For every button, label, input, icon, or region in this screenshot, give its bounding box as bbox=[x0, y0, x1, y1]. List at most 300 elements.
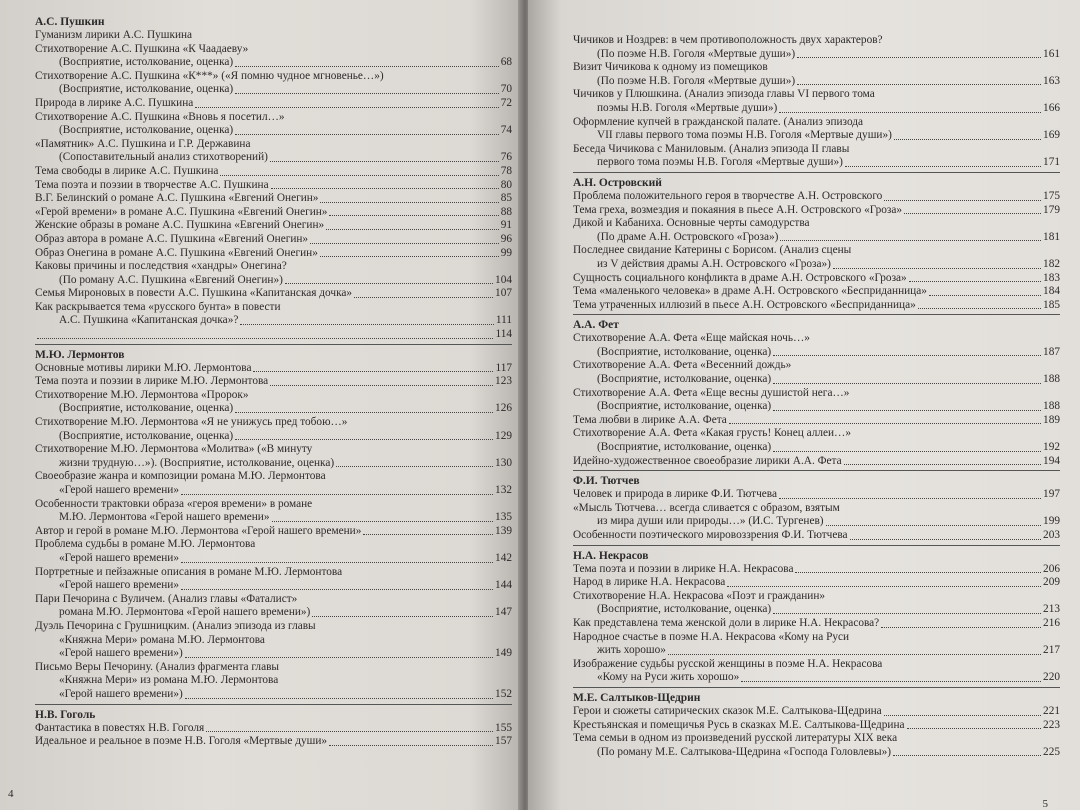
toc-entry bbox=[35, 328, 512, 342]
toc-entry bbox=[35, 179, 512, 193]
toc-entry-line bbox=[573, 617, 1060, 631]
section-divider bbox=[573, 470, 1060, 471]
leader-dots bbox=[235, 439, 493, 440]
page-ref: 220 bbox=[1043, 671, 1060, 684]
toc-entry-line bbox=[35, 389, 512, 403]
page-ref: 169 bbox=[1043, 129, 1060, 142]
toc-entry-text: Идеальное и реальное в поэме Н.В. Гоголя «Мертвые души» bbox=[35, 735, 328, 748]
leader-dots bbox=[773, 613, 1041, 614]
toc-entry bbox=[35, 735, 512, 749]
section-divider bbox=[573, 687, 1060, 688]
toc-entry bbox=[573, 529, 1060, 543]
toc-entry-line bbox=[35, 647, 512, 661]
page-ref: 203 bbox=[1043, 529, 1060, 541]
section-heading: А.А. Фет bbox=[573, 319, 619, 332]
page-ref: 223 bbox=[1043, 718, 1060, 731]
toc-entry-line bbox=[35, 151, 512, 165]
leader-dots bbox=[320, 202, 498, 203]
toc-entry bbox=[35, 192, 512, 206]
toc-entry-text: (По драме А.Н. Островского «Гроза») bbox=[597, 230, 779, 243]
toc-entry-line bbox=[35, 328, 512, 342]
toc-entry-text: Особенности поэтического мировоззрения Ф.И. Тютчева bbox=[573, 529, 848, 541]
leader-dots bbox=[904, 213, 1041, 214]
toc-entry bbox=[573, 455, 1060, 469]
toc-entry bbox=[35, 525, 512, 539]
toc-entry-text: Чичиков у Плюшкина. (Анализ эпизода главы VI первого тома bbox=[573, 88, 875, 101]
toc-entry-text: Каковы причины и последствия «хандры» Онегина? bbox=[35, 260, 287, 273]
leader-dots bbox=[668, 654, 1041, 655]
leader-dots bbox=[844, 464, 1041, 465]
page-ref: 206 bbox=[1043, 562, 1060, 575]
toc-entry-text: «Мысль Тютчева… всегда сливается с образом, взятым bbox=[573, 501, 840, 514]
page-ref: 78 bbox=[500, 164, 512, 177]
toc-entry-text: (Восприятие, истолкование, оценка) bbox=[597, 400, 772, 413]
toc-entry-text: Особенности трактовки образа «героя времени» в романе bbox=[35, 497, 313, 510]
page-ref: 76 bbox=[500, 151, 512, 164]
page-number-right: 5 bbox=[1042, 798, 1048, 810]
toc-entry-text: Стихотворение А.С. Пушкина «Вновь я посетил…» bbox=[35, 110, 285, 123]
toc-entry-line bbox=[35, 552, 512, 566]
section-heading: А.Н. Островский bbox=[573, 176, 662, 189]
toc-entry-text: (Восприятие, истолкование, оценка) bbox=[597, 373, 772, 386]
toc-entry-line bbox=[573, 129, 1060, 143]
page-ref: 161 bbox=[1043, 47, 1060, 60]
toc-entry-line bbox=[573, 427, 1060, 441]
toc-entry-text: Стихотворение А.А. Фета «Весенний дождь» bbox=[573, 359, 792, 372]
toc-entry-line bbox=[573, 590, 1060, 604]
page-ref: 96 bbox=[500, 232, 512, 245]
toc-entry bbox=[35, 593, 512, 620]
page-ref: 149 bbox=[495, 647, 512, 660]
leader-dots bbox=[220, 175, 498, 176]
toc-entry bbox=[35, 301, 512, 328]
leader-dots bbox=[881, 627, 1041, 628]
toc-entry-text: Семья Мироновых в повести А.С. Пушкина «Капитанская дочка» bbox=[35, 287, 353, 300]
toc-entry bbox=[573, 332, 1060, 359]
toc-entry-text: М.Ю. Лермонтова «Герой нашего времени» bbox=[59, 511, 270, 524]
section-heading: А.С. Пушкин bbox=[35, 16, 105, 28]
toc-entry bbox=[573, 617, 1060, 631]
leader-dots bbox=[185, 657, 493, 658]
toc-entry-line bbox=[573, 455, 1060, 469]
leader-dots bbox=[795, 572, 1041, 573]
toc-entry-line bbox=[573, 116, 1060, 130]
toc-entry-line bbox=[35, 375, 512, 389]
toc-entry-text: из V действия драмы А.Н. Островского «Гроза») bbox=[597, 257, 831, 270]
toc-entry-text: (По поэме Н.В. Гоголя «Мертвые души») bbox=[597, 47, 796, 60]
toc-entry-text: Стихотворение А.А. Фета «Какая грусть! Конец аллеи…» bbox=[573, 427, 851, 440]
toc-entry bbox=[35, 219, 512, 233]
toc-entry-line bbox=[35, 219, 512, 233]
page-ref: 199 bbox=[1043, 515, 1060, 528]
toc-entry-text: Своеобразие жанра и композиции романа М.Ю. Лермонтова bbox=[35, 470, 326, 483]
toc-entry bbox=[35, 470, 512, 497]
right-page bbox=[528, 0, 1080, 810]
page-ref: 171 bbox=[1043, 156, 1060, 169]
section-heading: М.Ю. Лермонтов bbox=[35, 348, 125, 361]
toc-entry-line bbox=[573, 34, 1060, 48]
page-ref: 85 bbox=[500, 192, 512, 205]
toc-entry bbox=[573, 299, 1060, 313]
toc-entry-line bbox=[35, 430, 512, 444]
toc-entry bbox=[573, 61, 1060, 88]
toc-entry-text: Как представлена тема женской доли в лирике Н.А. Некрасова? bbox=[573, 616, 880, 629]
section-heading: Н.А. Некрасов bbox=[573, 549, 649, 562]
toc-entry-text: Стихотворение М.Ю. Лермонтова «Молитва» («В минуту bbox=[35, 443, 313, 456]
toc-entry-line bbox=[35, 498, 512, 512]
page-ref: 80 bbox=[500, 178, 512, 191]
leader-dots bbox=[850, 539, 1041, 540]
page-ref: 217 bbox=[1043, 644, 1060, 657]
leader-dots bbox=[320, 256, 499, 257]
toc-entry bbox=[573, 88, 1060, 115]
toc-entry-text: Стихотворение М.Ю. Лермонтова «Я не унижусь пред тобою…» bbox=[35, 416, 348, 429]
toc-entry-text: (Восприятие, истолкование, оценка) bbox=[597, 345, 772, 358]
toc-entry-line bbox=[573, 190, 1060, 204]
toc-entry-text: А.С. Пушкина «Капитанская дочка»? bbox=[59, 314, 239, 327]
toc-entry-text: «Княжна Мери» романа М.Ю. Лермонтова bbox=[59, 633, 265, 646]
page-ref: 139 bbox=[495, 524, 512, 537]
toc-entry-line bbox=[573, 441, 1060, 455]
toc-entry-line bbox=[35, 97, 512, 111]
toc-entry-text: «Герой нашего времени» bbox=[59, 484, 179, 496]
toc-entry-line bbox=[35, 247, 512, 261]
toc-entry-text: Изображение судьбы русской женщины в поэме Н.А. Некрасова bbox=[573, 657, 883, 670]
toc-entry-text: (Восприятие, истолкование, оценка) bbox=[59, 83, 234, 96]
toc-entry-text: Стихотворение Н.А. Некрасова «Поэт и гражданин» bbox=[573, 589, 826, 602]
toc-entry-line bbox=[35, 111, 512, 125]
toc-entry-text: Крестьянская и помещичья Русь в сказках М.Е. Салтыкова-Щедрина bbox=[573, 718, 905, 731]
toc-entry-text: Образ Онегина в романе А.С. Пушкина «Евгений Онегин» bbox=[35, 246, 318, 259]
toc-entry bbox=[35, 661, 512, 702]
page-ref: 175 bbox=[1043, 189, 1060, 202]
leader-dots bbox=[779, 112, 1041, 113]
toc-entry-line bbox=[35, 674, 512, 688]
leader-dots bbox=[253, 371, 493, 372]
toc-entry bbox=[573, 414, 1060, 428]
page-ref: 147 bbox=[495, 606, 512, 619]
toc-entry-line bbox=[573, 603, 1060, 617]
toc-entry bbox=[35, 498, 512, 525]
leader-dots bbox=[884, 715, 1041, 716]
page-ref: 188 bbox=[1043, 400, 1060, 413]
page-ref: 107 bbox=[495, 287, 512, 300]
toc-entry bbox=[35, 389, 512, 416]
toc-entry-text: (По поэме Н.В. Гоголя «Мертвые души») bbox=[597, 74, 796, 87]
toc-entry-text: «Кому на Руси жить хорошо» bbox=[597, 671, 740, 684]
toc-entry-text: Герои и сюжеты сатирических сказок М.Е. Салтыкова-Щедрина bbox=[573, 704, 882, 717]
toc-entry-text: Проблема положительного героя в творчестве А.Н. Островского bbox=[573, 189, 883, 202]
leader-dots bbox=[773, 383, 1041, 384]
toc-entry-text: (По роману М.Е. Салтыкова-Щедрина «Господа Головлевы») bbox=[597, 745, 891, 758]
toc-entry-text: Стихотворение А.А. Фета «Еще майская ночь…» bbox=[573, 332, 810, 345]
leader-dots bbox=[845, 166, 1041, 167]
toc-entry bbox=[573, 204, 1060, 218]
toc-entry-text: Стихотворение М.Ю. Лермонтова «Пророк» bbox=[35, 388, 249, 401]
toc-entry-line bbox=[35, 260, 512, 274]
toc-entry-text: Проблема судьбы в романе М.Ю. Лермонтова bbox=[35, 538, 256, 551]
toc-entry-text: Тема свободы в лирике А.С. Пушкина bbox=[35, 164, 219, 177]
toc-entry-line bbox=[35, 165, 512, 179]
toc-entry bbox=[573, 631, 1060, 658]
toc-entry-text: Автор и герой в романе М.Ю. Лермонтова «Герой нашего времени» bbox=[35, 524, 362, 537]
leader-dots bbox=[270, 161, 499, 162]
toc-entry-text: Тема поэта и поэзии в лирике Н.А. Некрасова bbox=[573, 562, 794, 575]
toc-entry-text: Народ в лирике Н.А. Некрасова bbox=[573, 576, 726, 589]
toc-entry-text: Дикой и Кабаниха. Основные черты самодурства bbox=[573, 217, 810, 230]
toc-entry-line bbox=[35, 620, 512, 634]
toc-entry-text: (Восприятие, истолкование, оценка) bbox=[59, 124, 234, 137]
toc-entry-line bbox=[573, 502, 1060, 516]
section-divider bbox=[35, 704, 512, 705]
toc-entry-text: (Восприятие, истолкование, оценка) bbox=[597, 441, 772, 454]
toc-entry-line bbox=[35, 606, 512, 620]
toc-entry bbox=[573, 285, 1060, 299]
toc-entry bbox=[573, 705, 1060, 719]
toc-entry-line bbox=[35, 70, 512, 84]
toc-entry bbox=[35, 416, 512, 443]
toc-entry-text: Тема любви в лирике А.А. Фета bbox=[573, 413, 727, 426]
leader-dots bbox=[907, 728, 1042, 729]
toc-entry-line bbox=[573, 102, 1060, 116]
toc-entry-line bbox=[573, 719, 1060, 733]
toc-entry-text: VII главы первого тома поэмы Н.В. Гоголя «Мертвые души») bbox=[597, 129, 892, 142]
leader-dots bbox=[727, 586, 1041, 587]
leader-dots bbox=[181, 589, 493, 590]
toc-entry-text: Оформление купчей в гражданской палате. (Анализ эпизода bbox=[573, 115, 864, 128]
toc-entry-text: Идейно-художественное своеобразие лирики А.А. Фета bbox=[573, 454, 842, 467]
toc-entry-text: Стихотворение А.С. Пушкина «К Чаадаеву» bbox=[35, 42, 249, 55]
toc-entry-text: Сущность социального конфликта в драме А.Н. Островского «Гроза» bbox=[573, 271, 907, 284]
toc-entry-line bbox=[35, 735, 512, 749]
leader-dots bbox=[797, 57, 1041, 58]
toc-entry bbox=[573, 244, 1060, 271]
leader-dots bbox=[826, 525, 1041, 526]
toc-entry bbox=[35, 165, 512, 179]
toc-entry-text: Письмо Веры Печорину. (Анализ фрагмента главы bbox=[35, 660, 280, 673]
toc-entry-text: Гуманизм лирики А.С. Пушкина bbox=[35, 29, 193, 41]
toc-entry-text: Тема греха, возмездия и покаяния в пьесе А.Н. Островского «Гроза» bbox=[573, 203, 903, 216]
toc-entry-text: «Герой нашего времени» bbox=[59, 579, 179, 592]
toc-entry bbox=[35, 43, 512, 70]
section-heading: Н.В. Гоголь bbox=[35, 708, 96, 721]
toc-entry bbox=[35, 70, 512, 97]
toc-left bbox=[35, 16, 512, 749]
page-ref: 221 bbox=[1043, 704, 1060, 717]
section-divider bbox=[35, 344, 512, 345]
toc-entry-line bbox=[573, 204, 1060, 218]
leader-dots bbox=[779, 498, 1041, 499]
toc-entry-text: Народное счастье в поэме Н.А. Некрасова «Кому на Руси bbox=[573, 630, 850, 643]
toc-entry-text: поэмы Н.В. Гоголя «Мертвые души») bbox=[597, 101, 778, 114]
toc-entry-text: Тема «маленького человека» в драме А.Н. Островского «Бесприданница» bbox=[573, 285, 927, 298]
page-ref: 194 bbox=[1043, 454, 1060, 467]
toc-entry-line bbox=[35, 233, 512, 247]
toc-entry-line bbox=[35, 287, 512, 301]
toc-entry bbox=[35, 247, 512, 261]
toc-entry bbox=[573, 590, 1060, 617]
toc-entry-text: жизни трудную…»). (Восприятие, истолкование, оценка) bbox=[59, 456, 335, 469]
toc-entry-line bbox=[573, 359, 1060, 373]
toc-entry bbox=[573, 272, 1060, 286]
toc-entry-line bbox=[35, 29, 512, 43]
toc-entry bbox=[35, 443, 512, 470]
left-page bbox=[0, 0, 522, 810]
leader-dots bbox=[918, 308, 1041, 309]
toc-entry-line bbox=[573, 272, 1060, 286]
leader-dots bbox=[235, 412, 493, 413]
toc-entry bbox=[573, 502, 1060, 529]
toc-entry-line bbox=[35, 470, 512, 484]
page-ref: 104 bbox=[495, 273, 512, 286]
page-ref: 99 bbox=[500, 246, 512, 259]
toc-entry-line bbox=[573, 576, 1060, 590]
toc-entry-line bbox=[573, 231, 1060, 245]
page-ref: 74 bbox=[500, 124, 512, 137]
toc-entry-line bbox=[35, 402, 512, 416]
page-ref: 157 bbox=[495, 735, 512, 748]
toc-entry-text: Образ автора в романе А.С. Пушкина «Евгений Онегин» bbox=[35, 232, 309, 245]
page-ref: 123 bbox=[495, 375, 512, 388]
page-ref: 132 bbox=[495, 484, 512, 496]
toc-entry-text: романа М.Ю. Лермонтова «Герой нашего времени») bbox=[59, 606, 311, 619]
page-ref: 183 bbox=[1043, 271, 1060, 284]
page-ref: 155 bbox=[495, 721, 512, 734]
toc-entry-line bbox=[35, 179, 512, 193]
toc-entry-line bbox=[573, 48, 1060, 62]
toc-entry-line bbox=[35, 634, 512, 648]
section-heading: Ф.И. Тютчев bbox=[573, 475, 640, 488]
toc-entry-text: (Восприятие, истолкование, оценка) bbox=[597, 603, 772, 616]
toc-entry-text: Тема поэта и поэзии в творчестве А.С. Пушкина bbox=[35, 178, 269, 191]
page-ref: 126 bbox=[495, 402, 512, 415]
toc-entry bbox=[35, 260, 512, 287]
toc-entry-text: из мира души или природы…» (И.С. Тургенев) bbox=[597, 515, 824, 528]
toc-entry-text: Тема семьи в одном из произведений русской литературы XIX века bbox=[573, 732, 898, 745]
page-ref: 216 bbox=[1043, 616, 1060, 629]
page-ref: 197 bbox=[1043, 488, 1060, 501]
leader-dots bbox=[909, 281, 1041, 282]
toc-entry-line bbox=[573, 414, 1060, 428]
toc-entry-line bbox=[35, 206, 512, 220]
leader-dots bbox=[37, 338, 493, 339]
toc-entry bbox=[35, 362, 512, 376]
page-ref: 209 bbox=[1043, 576, 1060, 589]
leader-dots bbox=[893, 755, 1041, 756]
leader-dots bbox=[894, 139, 1041, 140]
leader-dots bbox=[271, 188, 499, 189]
page-ref: 114 bbox=[495, 328, 512, 341]
toc-entry-text: Основные мотивы лирики М.Ю. Лермонтова bbox=[35, 361, 252, 374]
leader-dots bbox=[363, 534, 493, 535]
toc-entry-line bbox=[573, 705, 1060, 719]
leader-dots bbox=[797, 84, 1041, 85]
toc-entry-line bbox=[573, 299, 1060, 313]
toc-entry-text: Визит Чичикова к одному из помещиков bbox=[573, 61, 768, 74]
page-ref: 88 bbox=[500, 205, 512, 218]
toc-entry-text: Природа в лирике А.С. Пушкина bbox=[35, 96, 194, 109]
toc-entry-line bbox=[573, 732, 1060, 746]
toc-entry-line bbox=[35, 484, 512, 498]
toc-entry bbox=[573, 658, 1060, 685]
page-ref: 111 bbox=[495, 314, 512, 327]
page-ref: 129 bbox=[495, 429, 512, 442]
toc-entry bbox=[35, 111, 512, 138]
toc-entry-line bbox=[35, 443, 512, 457]
leader-dots bbox=[773, 410, 1041, 411]
toc-entry-line bbox=[35, 192, 512, 206]
toc-entry-line bbox=[573, 156, 1060, 170]
toc-entry-line bbox=[573, 515, 1060, 529]
toc-entry-line bbox=[573, 346, 1060, 360]
toc-entry-line bbox=[35, 124, 512, 138]
toc-entry-text: В.Г. Белинский о романе А.С. Пушкина «Евгений Онегин» bbox=[35, 192, 319, 205]
page-ref: 166 bbox=[1043, 101, 1060, 114]
page-ref: 181 bbox=[1043, 230, 1060, 243]
page-ref: 182 bbox=[1043, 257, 1060, 270]
toc-entry-line bbox=[573, 671, 1060, 685]
toc-entry bbox=[573, 217, 1060, 244]
toc-entry-line bbox=[35, 56, 512, 70]
toc-entry bbox=[573, 387, 1060, 414]
leader-dots bbox=[235, 93, 499, 94]
leader-dots bbox=[270, 385, 493, 386]
toc-entry-text: Дуэль Печорина с Грушницким. (Анализ эпизода из главы bbox=[35, 619, 316, 632]
toc-entry-line bbox=[573, 631, 1060, 645]
page-ref: 130 bbox=[495, 456, 512, 469]
toc-entry-line bbox=[35, 362, 512, 376]
page-ref: 225 bbox=[1043, 745, 1060, 758]
toc-entry-text: (Восприятие, истолкование, оценка) bbox=[59, 429, 234, 442]
page-ref: 188 bbox=[1043, 373, 1060, 386]
toc-entry-line bbox=[35, 688, 512, 702]
leader-dots bbox=[780, 240, 1041, 241]
toc-entry bbox=[35, 375, 512, 389]
toc-entry-line bbox=[573, 217, 1060, 231]
section-heading: М.Е. Салтыков-Щедрин bbox=[573, 691, 701, 704]
toc-entry-text: Женские образы в романе А.С. Пушкина «Евгений Онегин» bbox=[35, 219, 325, 232]
toc-entry-line bbox=[35, 314, 512, 328]
page-ref: 187 bbox=[1043, 345, 1060, 358]
toc-entry bbox=[35, 538, 512, 565]
toc-entry bbox=[573, 719, 1060, 733]
toc-entry-text: «Памятник» А.С. Пушкина и Г.Р. Державина bbox=[35, 137, 251, 150]
section-divider bbox=[573, 545, 1060, 546]
toc-entry-line bbox=[573, 373, 1060, 387]
toc-entry-text: Стихотворение А.С. Пушкина «К***» («Я помню чудное мгновенье…») bbox=[35, 69, 384, 82]
toc-entry-text: Как раскрывается тема «русского бунта» в повести bbox=[35, 300, 281, 313]
page-ref: 70 bbox=[500, 83, 512, 96]
leader-dots bbox=[329, 215, 498, 216]
toc-entry-text: Пари Печорина с Вуличем. (Анализ главы «Фаталист» bbox=[35, 592, 298, 605]
page-ref: 189 bbox=[1043, 413, 1060, 426]
toc-entry-line bbox=[35, 661, 512, 675]
toc-entry-text: Фантастика в повестях Н.В. Гоголя bbox=[35, 721, 205, 734]
page-ref: 184 bbox=[1043, 285, 1060, 298]
leader-dots bbox=[235, 66, 499, 67]
toc-entry bbox=[573, 563, 1060, 577]
toc-entry-text: Человек и природа в лирике Ф.И. Тютчева bbox=[573, 488, 777, 501]
toc-entry-line bbox=[35, 525, 512, 539]
leader-dots bbox=[272, 521, 494, 522]
leader-dots bbox=[729, 423, 1041, 424]
page-ref: 117 bbox=[495, 361, 512, 374]
toc-entry bbox=[573, 359, 1060, 386]
toc-entry-line bbox=[573, 258, 1060, 272]
page-ref: 185 bbox=[1043, 298, 1060, 311]
leader-dots bbox=[181, 494, 493, 495]
leader-dots bbox=[240, 324, 494, 325]
